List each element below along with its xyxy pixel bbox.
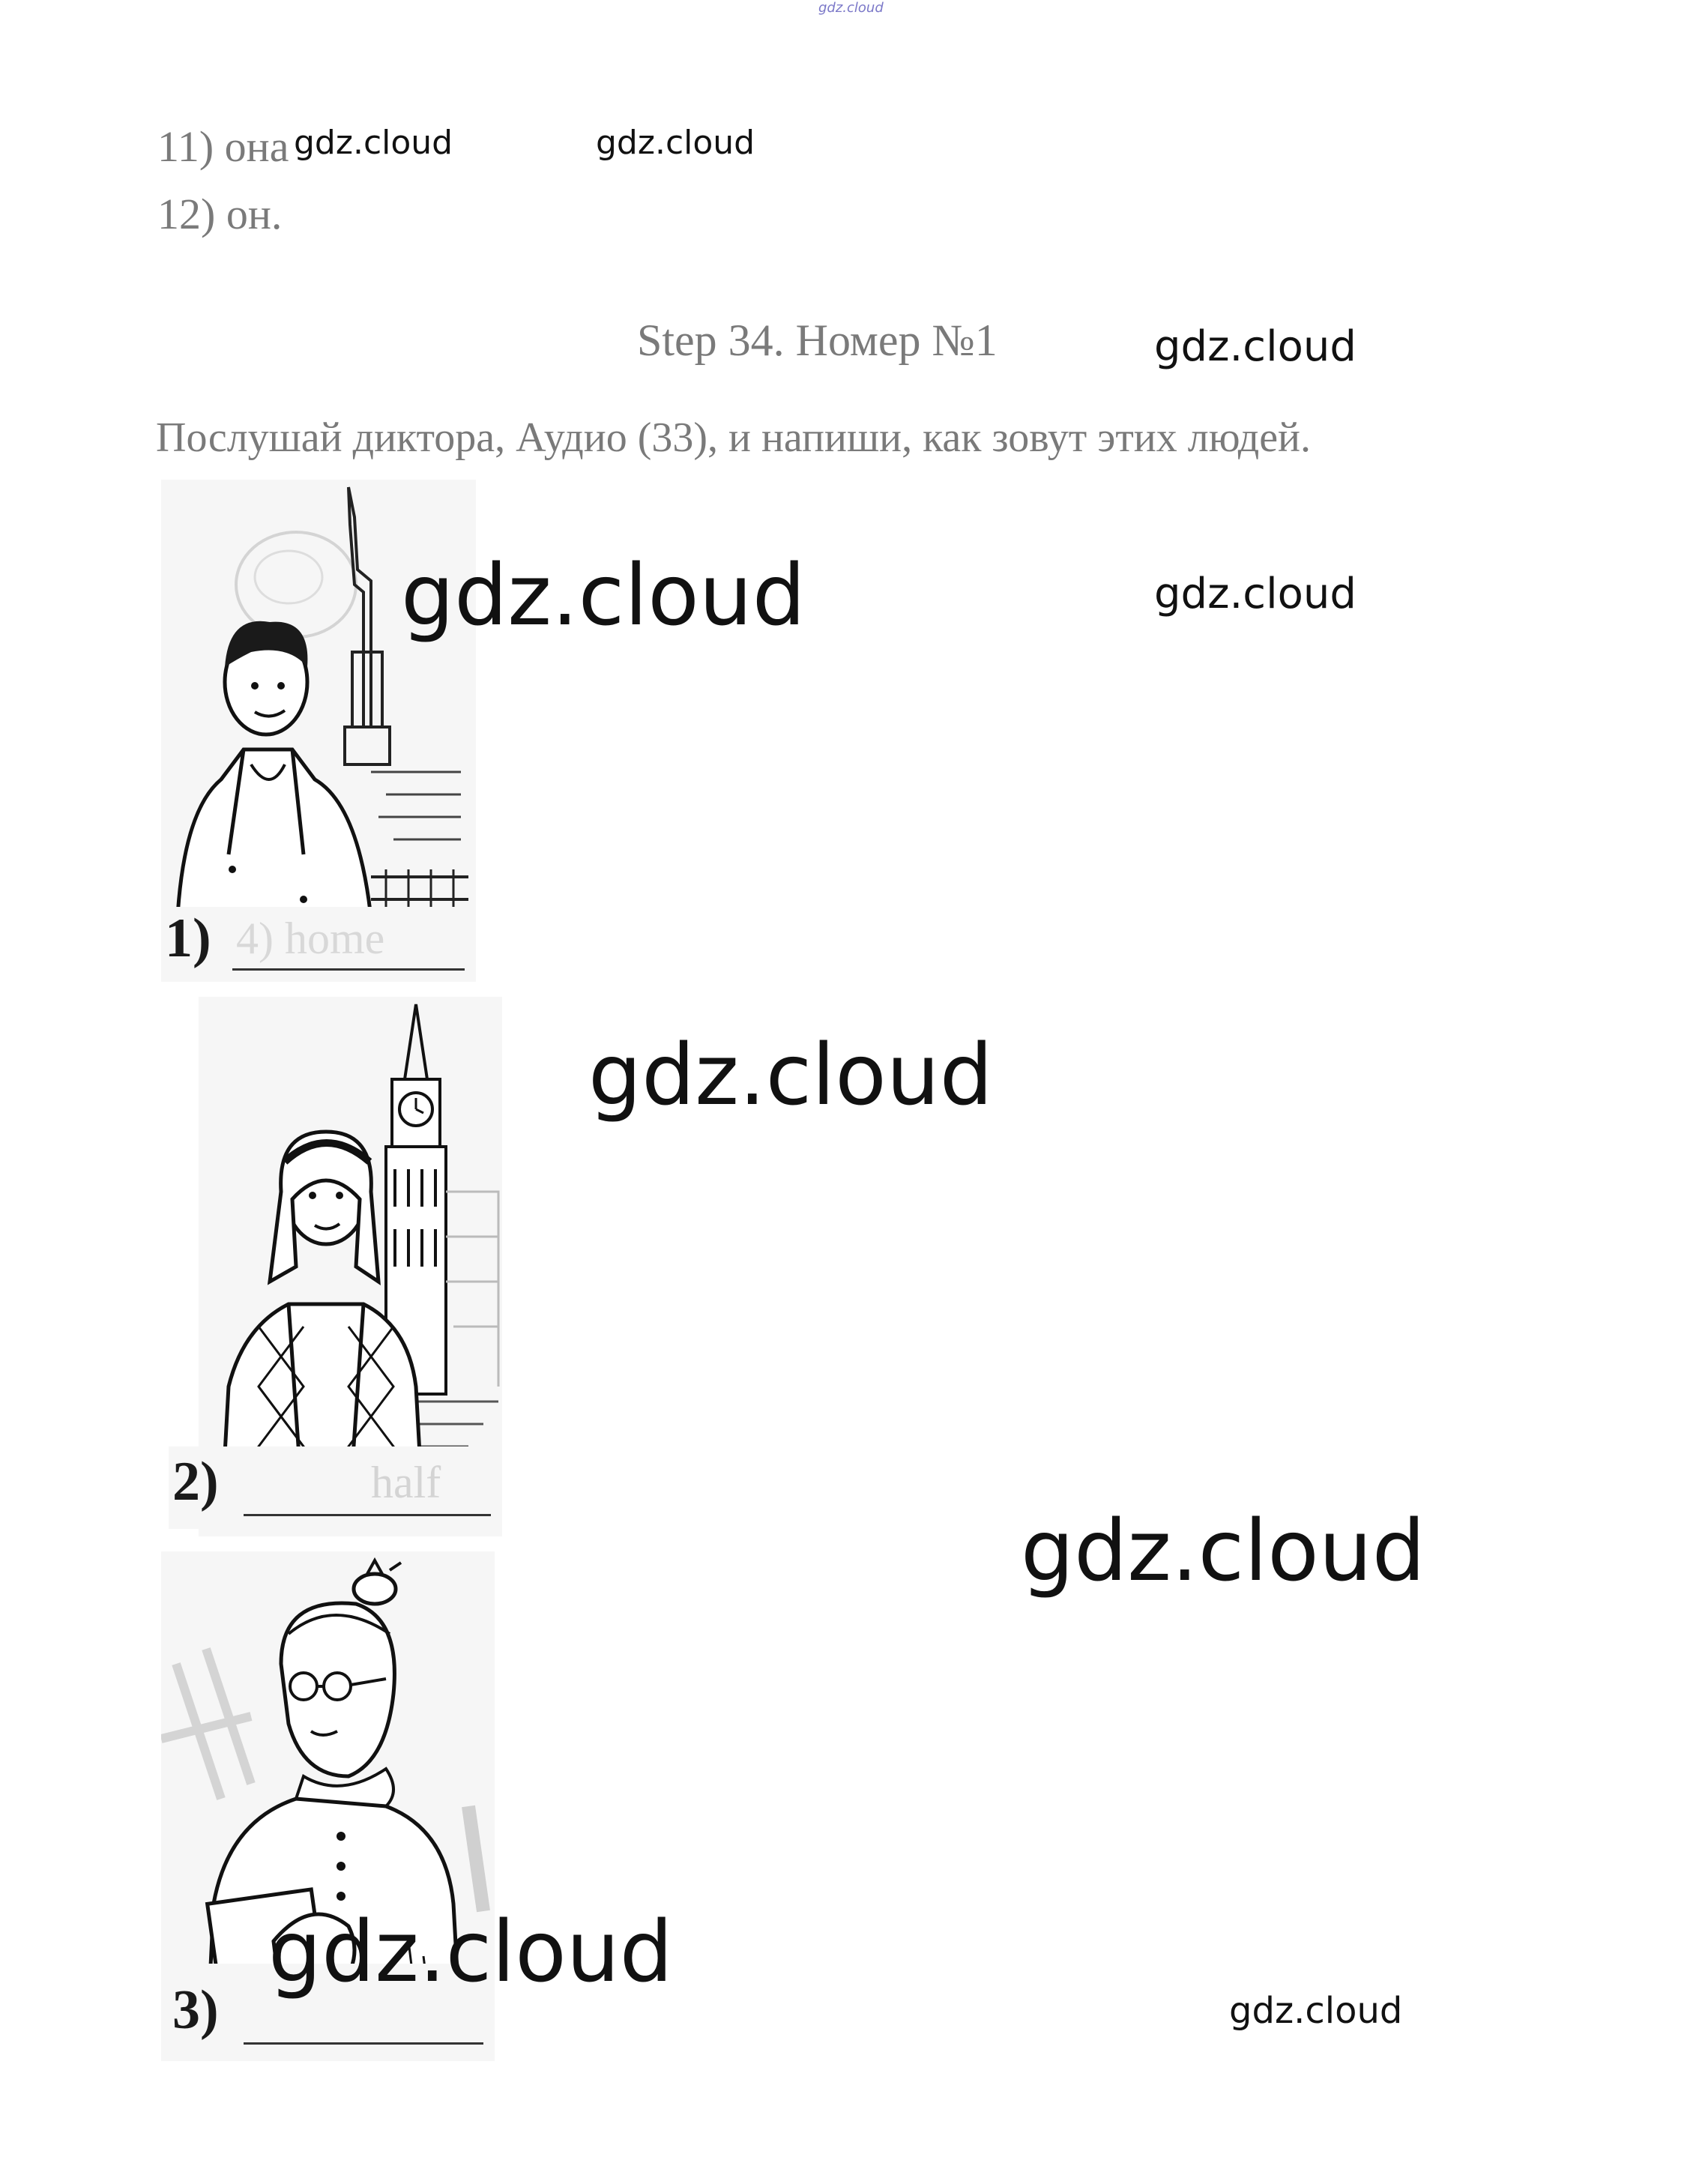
item-2 xyxy=(169,1446,502,1529)
item-number: 2) xyxy=(172,1451,219,1512)
faded-print-through-text: half xyxy=(371,1458,441,1507)
answer-line-11 xyxy=(157,121,289,172)
answer-line-12 xyxy=(157,189,282,239)
watermark: gdz.cloud xyxy=(1229,1990,1403,2032)
watermark: gdz.cloud xyxy=(1154,322,1357,371)
instruction-text: Послушай диктора, Аудио (33), и напиши, как зовут этих людей. xyxy=(156,414,1312,461)
header-watermark: gdz.cloud xyxy=(818,0,884,16)
item-number: 3) xyxy=(172,1979,219,2041)
answer-blank xyxy=(232,968,465,971)
watermark: gdz.cloud xyxy=(294,124,453,162)
answer-blank xyxy=(244,2042,483,2045)
line-number: 12) xyxy=(157,190,216,238)
watermark: gdz.cloud xyxy=(588,1027,993,1124)
line-number: 11) xyxy=(157,122,214,171)
item-1 xyxy=(161,907,476,982)
faded-print-through-text: 4) home xyxy=(236,914,385,963)
item-number: 1) xyxy=(165,908,211,969)
watermark: gdz.cloud xyxy=(1021,1503,1425,1600)
line-text: она xyxy=(224,122,289,171)
watermark: gdz.cloud xyxy=(268,1904,673,2001)
watermark: gdz.cloud xyxy=(596,124,755,162)
line-text: он. xyxy=(226,190,283,238)
exercise-title: Step 34. Номер №1 xyxy=(637,316,998,365)
answer-blank xyxy=(244,1514,491,1516)
watermark: gdz.cloud xyxy=(401,547,806,645)
watermark: gdz.cloud xyxy=(1154,570,1357,618)
